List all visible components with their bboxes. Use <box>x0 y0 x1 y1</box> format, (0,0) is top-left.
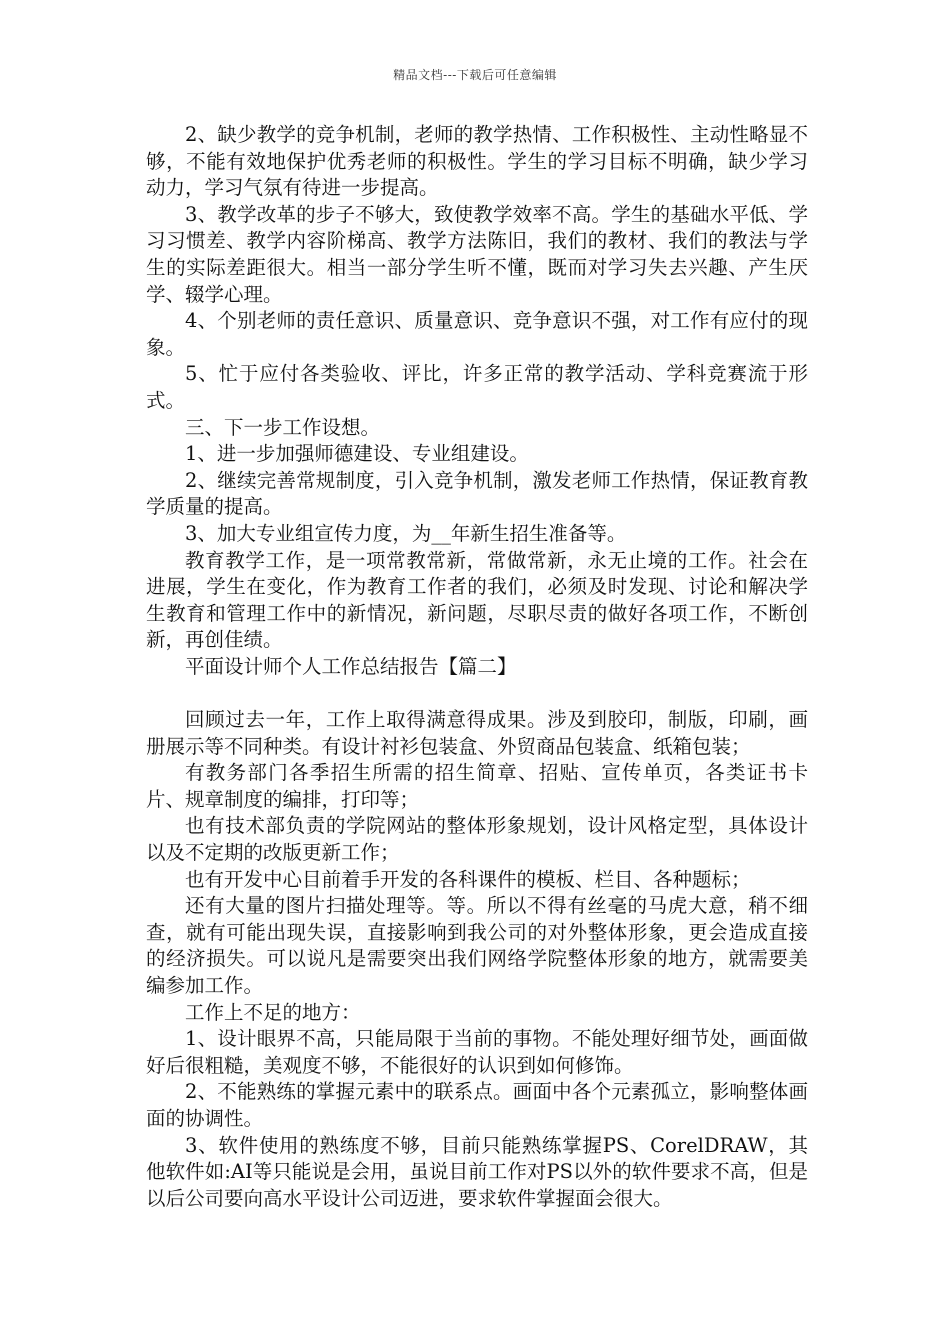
paragraph: 2、缺少教学的竞争机制，老师的教学热情、工作积极性、主动性略显不够，不能有效地保护优秀老师的积极性。学生的学习目标不明确，缺少学习动力，学习气氛有待进一步提高。 <box>146 123 808 200</box>
paragraph: 2、继续完善常规制度，引入竞争机制，激发老师工作热情，保证教育教学质量的提高。 <box>146 468 808 519</box>
paragraph: 5、忙于应付各类验收、评比，许多正常的教学活动、学科竞赛流于形式。 <box>146 362 808 412</box>
paragraph: 2、不能熟练的掌握元素中的联系点。画面中各个元素孤立，影响整体画面的协调性。 <box>146 1080 808 1130</box>
paragraph: 也有技术部负责的学院网站的整体形象规划，设计风格定型，具体设计以及不定期的改版更新工作； <box>146 814 808 865</box>
paragraph: 3、教学改革的步子不够大，致使教学效率不高。学生的基础水平低、学习习惯差、教学内容阶梯高、教学方法陈旧，我们的教材、我们的教法与学生的实际差距很大。相当一部分学生听不懂，既而对学习失去兴趣、产生厌学、辍学心理。 <box>146 202 808 306</box>
paragraph: 3、加大专业组宣传力度，为__年新生招生准备等。 <box>185 521 627 545</box>
section-heading: 工作上不足的地方： <box>185 1000 361 1024</box>
paragraph: 回顾过去一年，工作上取得满意得成果。涉及到胶印，制版，印刷，画册展示等不同种类。有设计衬衫包装盒、外贸商品包装盒、纸箱包装； <box>146 708 808 758</box>
paragraph: 3、软件使用的熟练度不够，目前只能熟练掌握PS、CorelDRAW，其他软件如:AI等只能说是会用，虽说目前工作对PS以外的软件要求不高，但是以后公司要向高水平设计公司迈进，要求软件掌握面会很大。 <box>146 1133 808 1210</box>
blank-line <box>146 680 808 707</box>
section-heading: 三、下一步工作设想。 <box>185 415 381 439</box>
article-title: 平面设计师个人工作总结报告【篇二】 <box>185 654 517 678</box>
document-body <box>146 122 808 1212</box>
paragraph: 4、个别老师的责任意识、质量意识、竞争意识不强，对工作有应付的现象。 <box>146 309 808 359</box>
paragraph: 1、设计眼界不高，只能局限于当前的事物。不能处理好细节处，画面做好后很粗糙，美观度不够，不能很好的认识到如何修饰。 <box>146 1027 808 1077</box>
paragraph: 有教务部门各季招生所需的招生简章、招贴、宣传单页，各类证书卡片、规章制度的编排，打印等； <box>146 761 808 811</box>
page-header: 精品文档---下载后可任意编辑 <box>393 68 557 82</box>
paragraph: 也有开发中心目前着手开发的各科课件的模板、栏目、各种题标； <box>185 867 751 891</box>
paragraph: 教育教学工作，是一项常教常新，常做常新，永无止境的工作。社会在进展，学生在变化，作为教育工作者的我们，必须及时发现、讨论和解决学生教育和管理工作中的新情况，新问题，尽职尽责的做好各项工作，不断创新，再创佳绩。 <box>146 548 808 652</box>
paragraph: 还有大量的图片扫描处理等。等。所以不得有丝毫的马虎大意，稍不细查，就有可能出现失误，直接影响到我公司的对外整体形象，更会造成直接的经济损失。可以说凡是需要突出我们网络学院整体形象的地方，就需要美编参加工作。 <box>146 894 808 997</box>
paragraph: 1、进一步加强师德建设、专业组建设。 <box>185 442 529 466</box>
